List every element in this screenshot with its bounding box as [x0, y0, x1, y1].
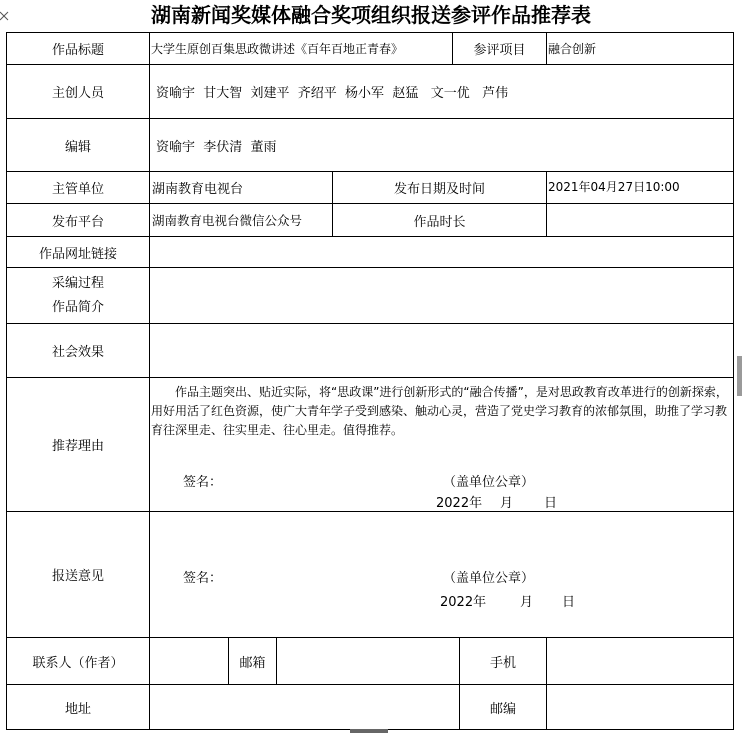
recommendation-table — [6, 32, 734, 730]
recommend-sign-label: 签名： — [183, 475, 223, 490]
contact-value — [150, 638, 229, 685]
duration-value — [547, 204, 734, 237]
work-title-value: 大学生原创百集思政微讲述《百年百地正青春》 — [150, 33, 453, 65]
editors-value: 资喻宇 李伏清 董雨 — [150, 119, 734, 172]
org-label: 主管单位 — [7, 172, 150, 204]
recommend-label: 推荐理由 — [7, 378, 150, 512]
org-value: 湖南教育电视台 — [150, 172, 333, 204]
editors-label: 编辑 — [7, 119, 150, 172]
process-label-line1: 采编过程 — [51, 275, 104, 291]
platform-label: 发布平台 — [7, 204, 150, 237]
process-label-line2: 作品简介 — [51, 299, 104, 315]
submit-sign-label: 签名： — [183, 571, 223, 586]
phone-label: 手机 — [460, 638, 547, 685]
process-label — [7, 268, 150, 324]
form-title: 湖南新闻奖媒体融合奖项组织报送参评作品推荐表 — [151, 3, 591, 27]
publish-date-value: 2021年04月27日10:00 — [547, 172, 734, 204]
publish-date-label: 发布日期及时间 — [333, 172, 547, 204]
effect-value — [150, 324, 734, 378]
recommend-day: 日 — [544, 496, 558, 511]
recommend-cell — [150, 378, 734, 512]
submit-year: 2022年 — [440, 595, 487, 610]
recommend-seal-label: （盖单位公章） — [443, 475, 535, 490]
creators-value: 资喻宇 甘大智 刘建平 齐绍平 杨小军 赵猛 文一优 芦伟 — [150, 65, 734, 119]
horizontal-scrollbar-thumb[interactable] — [350, 729, 388, 733]
effect-label: 社会效果 — [7, 324, 150, 378]
email-label: 邮箱 — [229, 638, 277, 685]
submit-seal-label: （盖单位公章） — [443, 571, 535, 586]
contact-label: 联系人（作者） — [7, 638, 150, 685]
platform-value: 湖南教育电视台微信公众号 — [150, 204, 333, 237]
submit-cell — [150, 512, 734, 638]
submit-day: 日 — [562, 595, 576, 610]
recommend-year: 2022年 — [436, 496, 483, 511]
submit-label: 报送意见 — [7, 512, 150, 638]
postcode-label: 邮编 — [460, 685, 547, 729]
submit-month: 月 — [520, 595, 534, 610]
email-value — [277, 638, 460, 685]
address-value — [150, 685, 460, 729]
process-value — [150, 268, 734, 324]
category-label: 参评项目 — [453, 33, 547, 65]
recommend-text: 作品主题突出、贴近实际，将“思政课”进行创新形式的“融合传播”，是对思政教育改革进行的创新探索，用好用活了红色资源，使广大青年学子受到感染、触动心灵，营造了党史学习教育的浓郁氛围，助推了学习教育往深里走、往实里走、往心里走。值得推荐。 — [151, 385, 728, 437]
category-value: 融合创新 — [547, 33, 734, 65]
recommend-month: 月 — [500, 496, 514, 511]
vertical-scrollbar-thumb[interactable] — [737, 356, 742, 396]
duration-label: 作品时长 — [333, 204, 547, 237]
url-value — [150, 237, 734, 268]
phone-value — [547, 638, 734, 685]
postcode-value — [547, 685, 734, 729]
corner-mark-icon — [0, 0, 12, 30]
url-label: 作品网址链接 — [7, 237, 150, 268]
address-label: 地址 — [7, 685, 150, 729]
creators-label: 主创人员 — [7, 65, 150, 119]
work-title-label: 作品标题 — [7, 33, 150, 65]
